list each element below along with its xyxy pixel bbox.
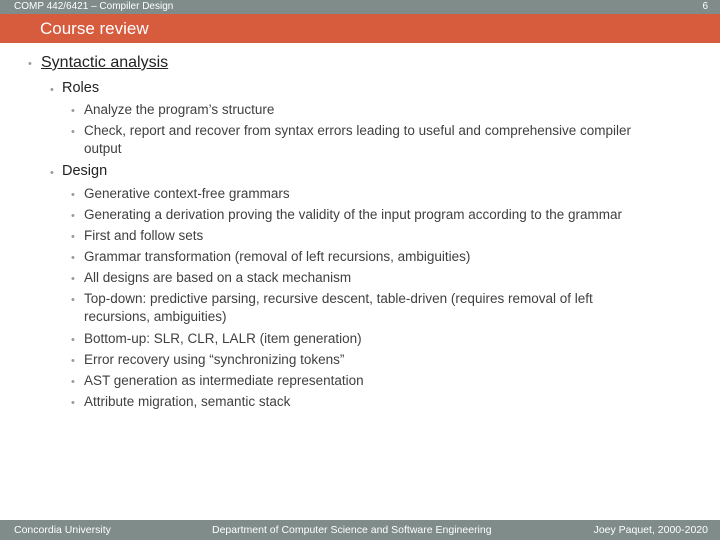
list-item: Attribute migration, semantic stack bbox=[84, 394, 291, 409]
list-item: Generating a derivation proving the validity of the input program according to the grammar bbox=[84, 207, 623, 222]
section-label-roles: Roles bbox=[62, 80, 100, 96]
list-item: AST generation as intermediate representation bbox=[84, 373, 364, 388]
list-item: Bottom-up: SLR, CLR, LALR (item generation) bbox=[84, 331, 362, 346]
list-item-continuation: output bbox=[84, 141, 122, 156]
bullet-icon: • bbox=[28, 58, 32, 70]
list-item: Check, report and recover from syntax errors leading to useful and comprehensive compiler bbox=[84, 123, 632, 138]
heading-text: Syntactic analysis bbox=[41, 54, 169, 71]
bullet-icon: • bbox=[71, 334, 75, 346]
list-item: Error recovery using “synchronizing tokens” bbox=[84, 352, 345, 367]
slide-content bbox=[0, 43, 720, 520]
list-item: All designs are based on a stack mechanism bbox=[84, 270, 352, 285]
list-item: Analyze the program’s structure bbox=[84, 102, 275, 117]
list-item: First and follow sets bbox=[84, 228, 204, 243]
bullet-icon: • bbox=[71, 294, 75, 306]
bullet-icon: • bbox=[71, 210, 75, 222]
bullet-icon: • bbox=[71, 105, 75, 117]
bullet-icon: • bbox=[71, 231, 75, 243]
list-item: Generative context-free grammars bbox=[84, 186, 290, 201]
bullet-icon: • bbox=[71, 273, 75, 285]
bullet-icon: • bbox=[71, 189, 75, 201]
footer-author: Joey Paquet, 2000-2020 bbox=[593, 524, 708, 536]
header-bar bbox=[0, 0, 720, 14]
bullet-icon: • bbox=[50, 84, 54, 96]
footer-bar bbox=[0, 520, 720, 540]
bullet-icon: • bbox=[50, 167, 54, 179]
footer-university: Concordia University bbox=[14, 524, 111, 536]
bullet-icon: • bbox=[71, 355, 75, 367]
title-bar bbox=[0, 14, 720, 43]
page-number: 6 bbox=[702, 1, 708, 12]
footer-department: Department of Computer Science and Software Engineering bbox=[212, 524, 492, 536]
bullet-icon: • bbox=[71, 397, 75, 409]
course-name: COMP 442/6421 – Compiler Design bbox=[14, 1, 174, 12]
list-item: Top-down: predictive parsing, recursive descent, table-driven (requires removal of left bbox=[84, 291, 593, 306]
bullet-icon: • bbox=[71, 126, 75, 138]
section-label-design: Design bbox=[62, 163, 108, 179]
list-item-continuation: recursions, ambiguities) bbox=[84, 309, 227, 324]
bullet-icon: • bbox=[71, 376, 75, 388]
heading-syntactic-analysis bbox=[41, 54, 168, 72]
bullet-icon: • bbox=[71, 252, 75, 264]
slide-title: Course review bbox=[40, 19, 149, 38]
list-item: Grammar transformation (removal of left recursions, ambiguities) bbox=[84, 249, 471, 264]
